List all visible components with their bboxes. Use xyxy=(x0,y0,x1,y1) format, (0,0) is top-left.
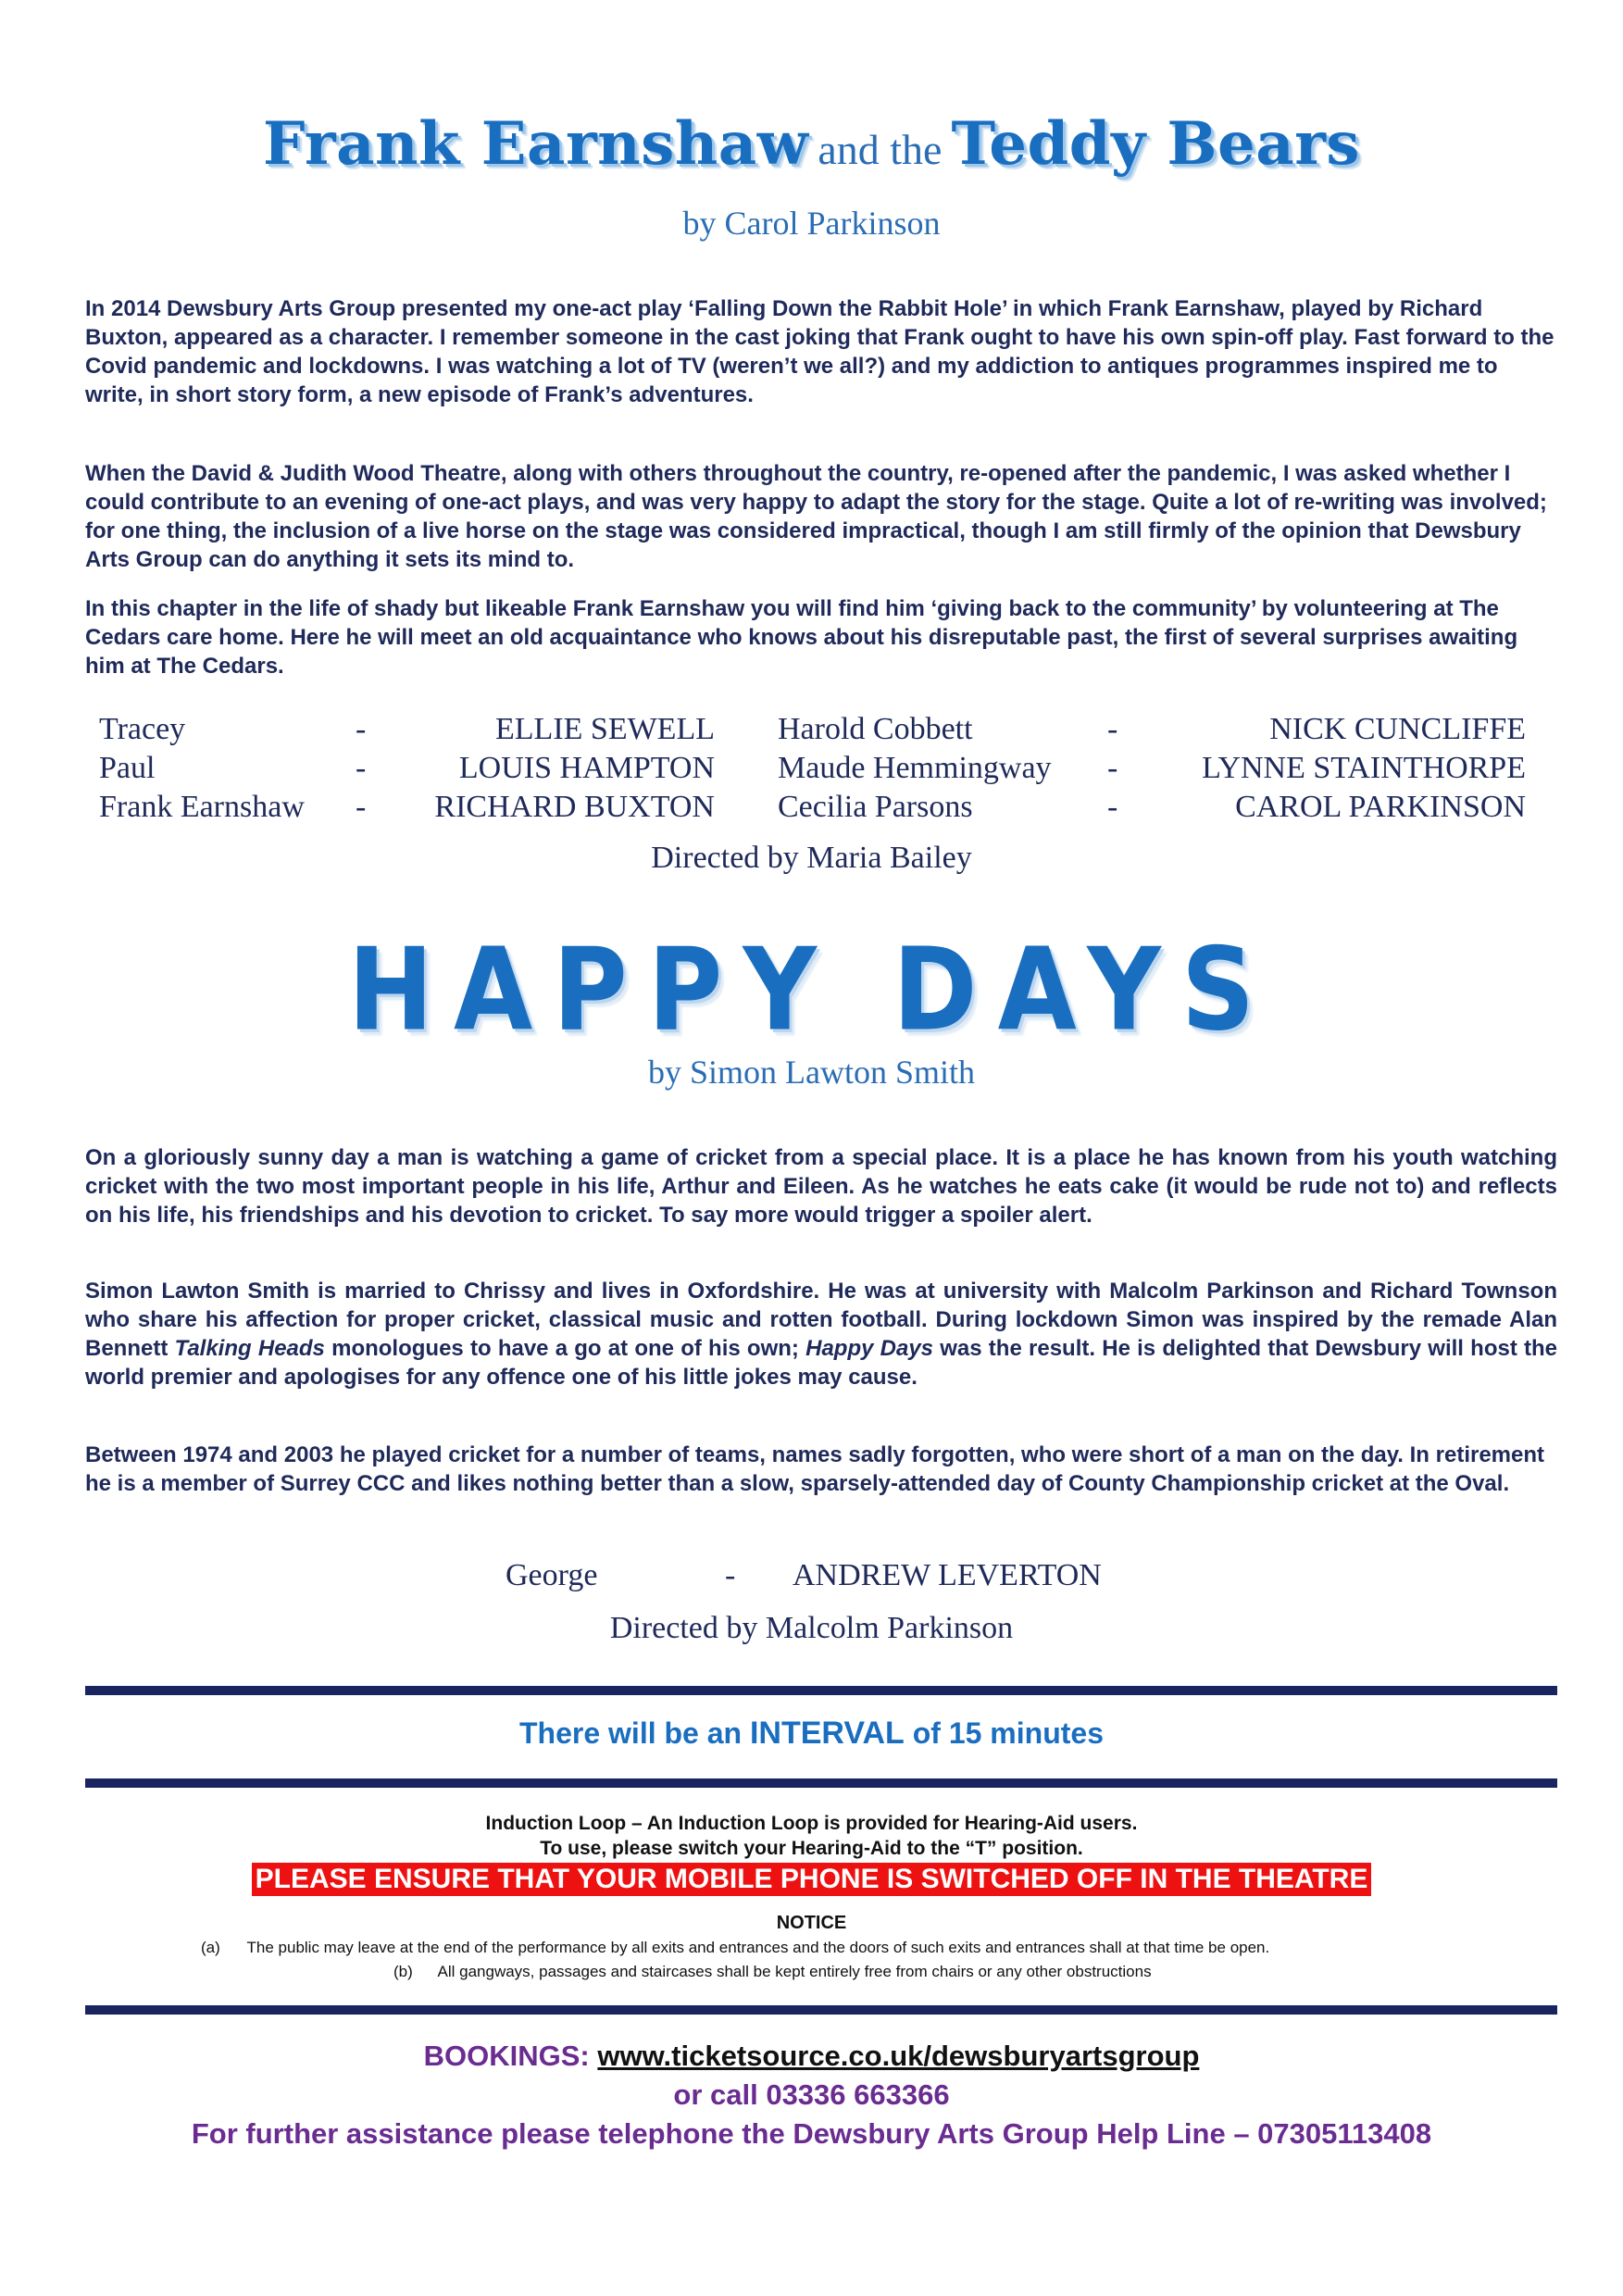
cast-row xyxy=(778,749,1526,788)
cast-row xyxy=(506,1556,1135,1595)
cast-dash: - xyxy=(356,712,367,746)
interval-post: of 15 minutes xyxy=(904,1716,1104,1750)
mobile-phone-warning: PLEASE ENSURE THAT YOUR MOBILE PHONE IS SWITCHED OFF IN THE THEATRE xyxy=(252,1863,1372,1896)
cast-actor: CAROL PARKINSON xyxy=(1235,790,1526,824)
cast-dash: - xyxy=(1107,790,1118,824)
notice-item-a xyxy=(201,1939,1269,1957)
interval-notice xyxy=(0,1716,1623,1752)
play2-paragraph-1: On a gloriously sunny day a man is watching a game of cricket from a special place. It is a place he has known from his youth watching cricket with the two most important people in his life, Arthur and Eileen. As he watches he eats cake (it would be rude not to) and reflects on his life, his friendships and his devotion to cricket. To say more would trigger a spoiler alert. xyxy=(85,1145,1557,1228)
bookings-helpline: For further assistance please telephone the Dewsbury Arts Group Help Line – 07305113408 xyxy=(191,2117,1432,2150)
cast-role: Maude Hemmingway xyxy=(778,751,1052,785)
induction-loop-line-2: To use, please switch your Hearing-Aid to the “T” position. xyxy=(540,1838,1083,1859)
cast-role: George xyxy=(506,1558,598,1592)
play1-paragraph-1: In 2014 Dewsbury Arts Group presented my one-act play ‘Falling Down the Rabbit Hole’ in which Frank Earnshaw, played by Richard Buxton, appeared as a character. I remember someone in the cast joking that Frank ought to have his own spin-off play. Fast forward to the Covid pandemic and lockdowns. I was watching a lot of TV (weren’t we all?) and my addiction to antiques programmes inspired me to write, in short story form, a new episode of Frank’s adventures. xyxy=(85,296,1554,407)
play2-title: HAPPY DAYS xyxy=(347,923,1276,1056)
divider-rule xyxy=(85,1686,1557,1695)
cast-dash: - xyxy=(1107,751,1118,785)
cast-row xyxy=(778,710,1526,749)
play1-title-part1: Frank Earnshaw xyxy=(263,109,809,179)
bookings-line xyxy=(0,2037,1623,2076)
cast-role: Paul xyxy=(99,751,156,785)
cast-role: Cecilia Parsons xyxy=(778,790,973,824)
play2-paragraph-3: Between 1974 and 2003 he played cricket for a number of teams, names sadly forgotten, who were short of a man on the day. In retirement he is a member of Surrey CCC and likes nothing better than a slow, sparsely-attended day of County Championship cricket at the Oval. xyxy=(85,1442,1545,1496)
cast-actor: LOUIS HAMPTON xyxy=(458,751,715,785)
cast-actor: LYNNE STAINTHORPE xyxy=(1202,751,1526,785)
play2-author: by Simon Lawton Smith xyxy=(647,1054,976,1091)
interval-pre: There will be an xyxy=(519,1716,750,1750)
notice-heading: NOTICE xyxy=(776,1913,847,1933)
cast-role: Harold Cobbett xyxy=(778,712,973,746)
cast-row xyxy=(99,749,715,788)
cast-dash: - xyxy=(725,1558,736,1592)
para2-italic-happy-days: Happy Days xyxy=(805,1336,934,1361)
cast-row xyxy=(778,788,1526,827)
cast-dash: - xyxy=(356,751,367,785)
divider-rule xyxy=(85,1778,1557,1788)
para2-text-c: was the result. He is delighted that Dewsbury will host the world premier and apologises for any offence one of his little jokes may cause. xyxy=(85,1336,1558,1390)
cast-actor: NICK CUNCLIFFE xyxy=(1269,712,1526,746)
play1-title-connector: and the xyxy=(818,126,943,173)
play1-title-part2: Teddy Bears xyxy=(951,109,1360,179)
notice-b-label: (b) xyxy=(393,1963,413,1980)
notice-a-text: The public may leave at the end of the performance by all exits and entrances and the doors of such exits and entrances shall at that time be open. xyxy=(246,1939,1270,1956)
notice-item-b xyxy=(393,1963,1152,1981)
play1-title xyxy=(0,109,1623,179)
play1-director: Directed by Maria Bailey xyxy=(651,841,972,875)
play2-paragraph-2 xyxy=(85,1277,1557,1391)
para2-text-b: monologues to have a go at one of his own; xyxy=(324,1336,806,1361)
notice-a-label: (a) xyxy=(201,1939,220,1956)
play1-paragraph-3: In this chapter in the life of shady but likeable Frank Earnshaw you will find him ‘giving back to the community’ by volunteering at The Cedars care home. Here he will meet an old acquaintance who knows about his disreputable past, the first of several surprises awaiting him at The Cedars. xyxy=(85,596,1518,679)
bookings-label: BOOKINGS: xyxy=(423,2040,590,2072)
divider-rule xyxy=(85,2005,1557,2015)
cast-actor: ANDREW LEVERTON xyxy=(793,1558,1102,1592)
cast-row xyxy=(99,710,715,749)
cast-row xyxy=(99,788,715,827)
cast-dash: - xyxy=(356,790,367,824)
play2-director: Directed by Malcolm Parkinson xyxy=(609,1611,1014,1645)
play2-cast xyxy=(506,1556,1135,1595)
play1-paragraph-2: When the David & Judith Wood Theatre, along with others throughout the country, re-opened after the pandemic, I was asked whether I could contribute to an evening of one-act plays, and was very happy to adapt the story for the stage. Quite a lot of re-writing was involved; for one thing, the inclusion of a live horse on the stage was considered impractical, though I am still firmly of the opinion that Dewsbury Arts Group can do anything it sets its mind to. xyxy=(85,461,1547,572)
interval-word: INTERVAL xyxy=(749,1716,905,1751)
cast-role: Frank Earnshaw xyxy=(99,790,305,824)
play1-cast-right xyxy=(778,710,1526,827)
cast-dash: - xyxy=(1107,712,1118,746)
para2-italic-talking-heads: Talking Heads xyxy=(174,1336,325,1361)
play1-author: by Carol Parkinson xyxy=(682,205,941,242)
cast-role: Tracey xyxy=(99,712,186,746)
notice-b-text: All gangways, passages and staircases shall be kept entirely free from chairs or any other obstructions xyxy=(437,1963,1152,1980)
mobile-warning-wrap xyxy=(0,1863,1623,1896)
induction-loop-line-1: Induction Loop – An Induction Loop is provided for Hearing-Aid users. xyxy=(485,1813,1138,1834)
bookings-phone: or call 03336 663366 xyxy=(673,2078,950,2111)
para2-text-a: Simon Lawton Smith is married to Chrissy and lives in Oxfordshire. He was at university with Malcolm Parkinson and Richard Townson who share his affection for proper cricket, classical music and rotten football. During lockdown Simon was inspired by the remade Alan Bennett xyxy=(85,1279,1557,1361)
cast-actor: RICHARD BUXTON xyxy=(434,790,715,824)
bookings-url-link[interactable]: www.ticketsource.co.uk/dewsburyartsgroup xyxy=(597,2040,1200,2072)
play1-cast-left xyxy=(99,710,715,827)
cast-actor: ELLIE SEWELL xyxy=(495,712,715,746)
